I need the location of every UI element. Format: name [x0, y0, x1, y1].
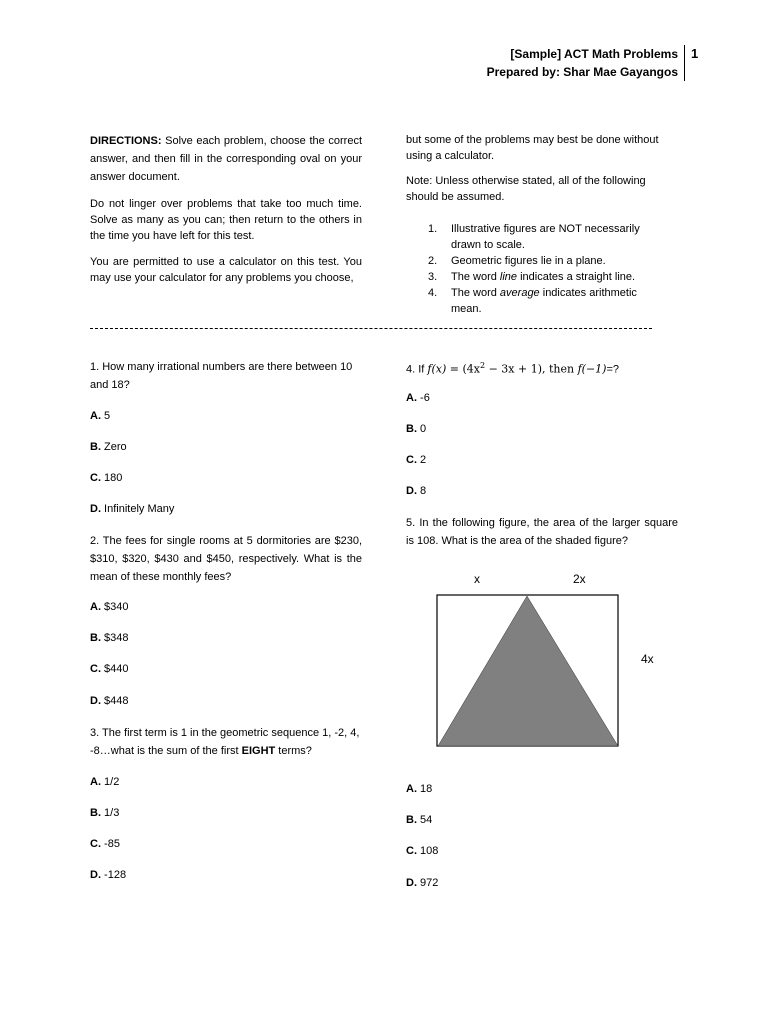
directions-paragraph-4: but some of the problems may best be done without using a calculator. [406, 134, 659, 162]
document-author: Prepared by: Shar Mae Gayangos [486, 65, 678, 79]
directions-label: DIRECTIONS: [90, 135, 162, 147]
question-2-text: 2. The fees for single rooms at 5 dormitories are $230, $310, $320, $430 and $450, respectively. What is the mean of these monthly fees? [90, 535, 362, 583]
q4-option-c[interactable]: C. 2 [406, 454, 427, 466]
question-1-text: 1. How many irrational numbers are there between 10 and 18? [90, 361, 353, 391]
figure-label-4x: 4x [641, 652, 654, 666]
q2-option-d[interactable]: D. $448 [90, 695, 129, 707]
assumptions-list [406, 221, 666, 317]
page-number: 1 [691, 46, 699, 61]
assumption-item: 4. The word average indicates arithmetic mean. [428, 287, 637, 315]
question-5-text: 5. In the following figure, the area of the larger square is 108. What is the area of the shaded figure? [406, 517, 678, 547]
q1-option-a[interactable]: A. 5 [90, 410, 111, 422]
document-title: [Sample] ACT Math Problems [510, 47, 678, 61]
section-divider [90, 328, 652, 329]
directions-right-column [406, 132, 678, 205]
q5-option-b[interactable]: B. 54 [406, 814, 433, 826]
q1-option-d[interactable]: D. Infinitely Many [90, 503, 175, 515]
directions-paragraph-2: Do not linger over problems that take too much time. Solve as many as you can; then return to the others in the time you have left for this test. [90, 198, 362, 242]
q2-option-c[interactable]: C. $440 [90, 663, 129, 675]
square-triangle-figure [436, 594, 620, 748]
directions-paragraph-1: DIRECTIONS: Solve each problem, choose the correct answer, and then fill in the corresponding oval on your answer document. [90, 135, 363, 183]
assumption-item: 3. The word line indicates a straight line. [428, 271, 636, 283]
figure-label-2x: 2x [573, 572, 586, 586]
question-3-text: 3. The first term is 1 in the geometric sequence 1, -2, 4, -8…what is the sum of the first EIGHT terms? [90, 727, 360, 757]
q3-option-b[interactable]: B. 1/3 [90, 807, 120, 819]
q5-option-a[interactable]: A. 18 [406, 783, 433, 795]
assumption-item: 2. Geometric figures lie in a plane. [428, 255, 606, 267]
directions-left-column [90, 132, 362, 286]
q5-option-d[interactable]: D. 972 [406, 877, 439, 889]
q3-option-a[interactable]: A. 1/2 [90, 776, 120, 788]
q4-option-a[interactable]: A. -6 [406, 392, 430, 404]
header-divider [684, 45, 685, 81]
q4-option-b[interactable]: B. 0 [406, 423, 427, 435]
assumption-item: 1. Illustrative figures are NOT necessarily drawn to scale. [428, 223, 640, 251]
q5-option-c[interactable]: C. 108 [406, 845, 439, 857]
directions-paragraph-3: You are permitted to use a calculator on this test. You may use your calculator for any problems you choose, [90, 256, 362, 284]
q3-option-c[interactable]: C. -85 [90, 838, 120, 850]
question-4-text: 4. If $f(x) = (4x^2 - 3x + 1)$, then f(−1)=? [406, 361, 620, 376]
directions-note: Note: Unless otherwise stated, all of the following should be assumed. [406, 175, 646, 203]
q3-option-d[interactable]: D. -128 [90, 869, 127, 881]
q2-option-a[interactable]: A. $340 [90, 601, 129, 613]
q2-option-b[interactable]: B. $348 [90, 632, 129, 644]
q1-option-b[interactable]: B. Zero [90, 441, 127, 453]
q1-option-c[interactable]: C. 180 [90, 472, 123, 484]
figure-label-x: x [474, 572, 480, 586]
q4-option-d[interactable]: D. 8 [406, 485, 427, 497]
